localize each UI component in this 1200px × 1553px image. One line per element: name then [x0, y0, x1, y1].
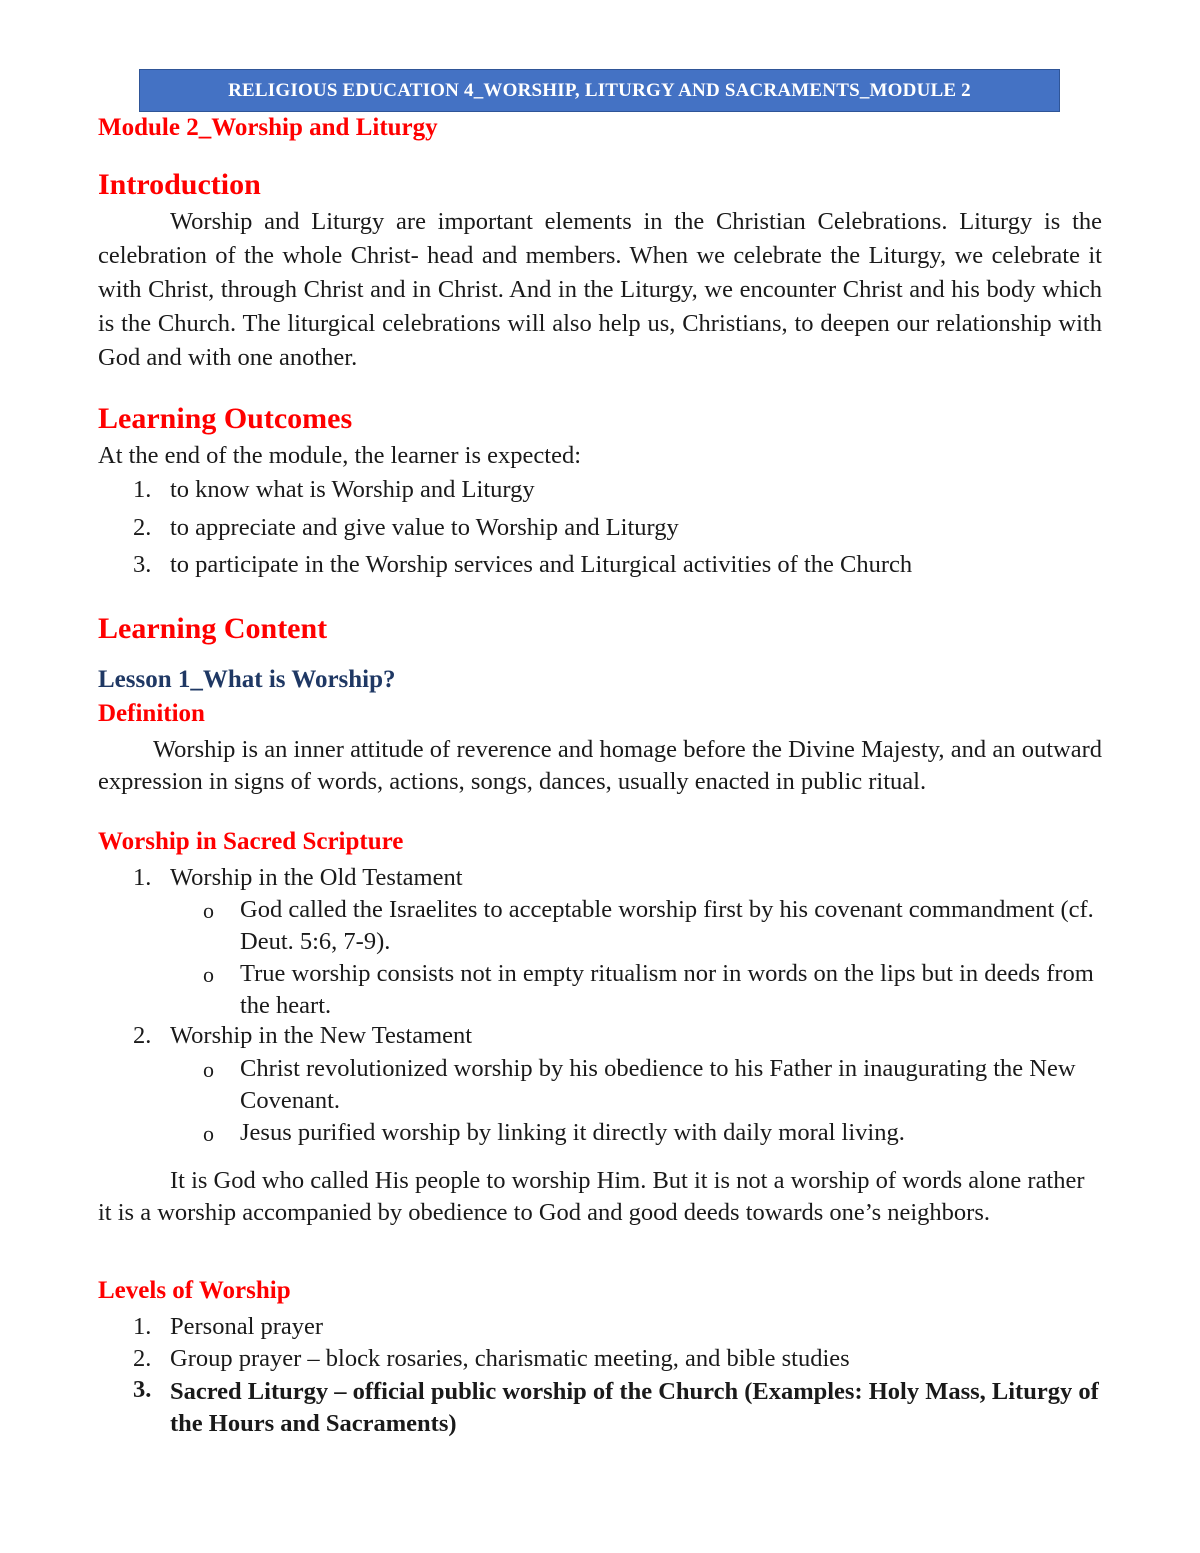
- definition-heading: Definition: [98, 700, 205, 727]
- module-header-banner: RELIGIOUS EDUCATION 4_WORSHIP, LITURGY AND SACRAMENTS_MODULE 2: [139, 69, 1060, 112]
- outcome-number: 1.: [133, 476, 152, 503]
- learning-outcomes-heading: Learning Outcomes: [98, 402, 353, 435]
- outcome-item: to know what is Worship and Liturgy: [170, 476, 535, 503]
- level-item: Sacred Liturgy – official public worship of the Church (Examples: Holy Mass, Liturgy of the Hours and Sacraments): [170, 1378, 1099, 1437]
- scripture-item-title: Worship in the Old Testament: [170, 864, 463, 891]
- level-number: 1.: [133, 1313, 152, 1340]
- introduction-paragraph: Worship and Liturgy are important elements in the Christian Celebrations. Liturgy is the celebration of the whole Christ- head and members. When we celebrate the Liturgy, we celebrate it with Christ, through Christ and in Christ. And in the Liturgy, we encounter Christ and his body which is the Church. The liturgical celebrations will also help us, Christians, to deepen our relationship with God and with one another.: [98, 208, 1102, 371]
- bullet-icon: o: [203, 962, 214, 987]
- summary-paragraph: It is God who called His people to worship Him. But it is not a worship of words alone rather it is a worship accompanied by obedience to God and good deeds towards one’s neighbors.: [98, 1167, 1085, 1226]
- introduction-heading: Introduction: [98, 168, 261, 201]
- outcomes-intro: At the end of the module, the learner is expected:: [98, 442, 582, 469]
- module-title: Module 2_Worship and Liturgy: [98, 114, 438, 141]
- outcome-item: to participate in the Worship services and Liturgical activities of the Church: [170, 551, 913, 578]
- outcome-number: 3.: [133, 551, 152, 578]
- level-item: Personal prayer: [170, 1313, 324, 1340]
- outcome-item: to appreciate and give value to Worship and Liturgy: [170, 514, 679, 541]
- level-number: 2.: [133, 1345, 152, 1372]
- level-item: Group prayer – block rosaries, charismatic meeting, and bible studies: [170, 1345, 850, 1372]
- scripture-heading: Worship in Sacred Scripture: [98, 828, 404, 855]
- scripture-item-title: Worship in the New Testament: [170, 1022, 473, 1049]
- lesson-title: Lesson 1_What is Worship?: [98, 666, 396, 693]
- scripture-bullet: True worship consists not in empty ritualism nor in words on the lips but in deeds from the heart.: [240, 960, 1094, 1019]
- learning-content-heading: Learning Content: [98, 612, 328, 645]
- scripture-bullet: God called the Israelites to acceptable worship first by his covenant commandment (cf. Deut. 5:6, 7-9).: [240, 896, 1094, 955]
- levels-heading: Levels of Worship: [98, 1277, 291, 1304]
- level-number: 3.: [133, 1376, 152, 1403]
- scripture-bullet: Christ revolutionized worship by his obedience to his Father in inaugurating the New Covenant.: [240, 1055, 1076, 1114]
- definition-paragraph: Worship is an inner attitude of reverence and homage before the Divine Majesty, and an outward expression in signs of words, actions, songs, dances, usually enacted in public ritual.: [98, 736, 1102, 795]
- bullet-icon: o: [203, 1057, 214, 1082]
- scripture-number: 1.: [133, 864, 152, 891]
- bullet-icon: o: [203, 898, 214, 923]
- scripture-number: 2.: [133, 1022, 152, 1049]
- outcome-number: 2.: [133, 514, 152, 541]
- bullet-icon: o: [203, 1121, 214, 1146]
- scripture-bullet: Jesus purified worship by linking it directly with daily moral living.: [240, 1119, 905, 1146]
